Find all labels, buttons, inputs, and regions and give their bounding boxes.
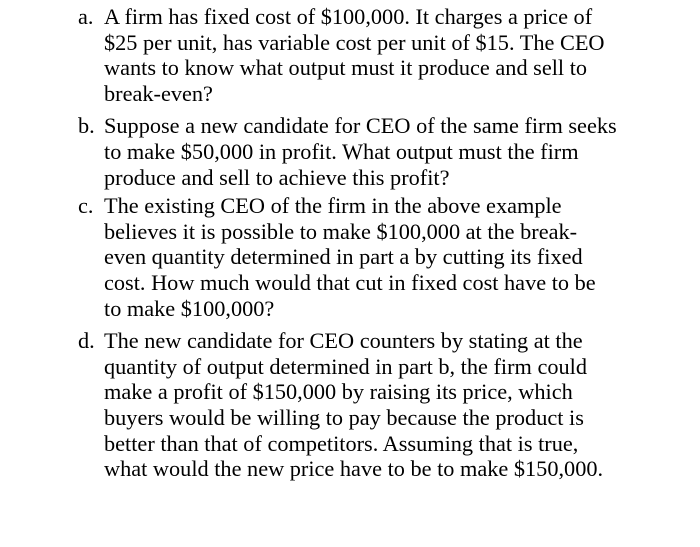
- question-line: buyers would be willing to pay because the product is: [104, 404, 584, 430]
- question-line: wants to know what output must it produce and sell to: [104, 55, 588, 81]
- question-marker: d.: [78, 328, 95, 354]
- question-list: [78, 4, 688, 489]
- question-line: produce and sell to achieve this profit?: [104, 164, 450, 190]
- question-line: make a profit of $150,000 by raising its price, which: [104, 379, 573, 405]
- question-line: quantity of output determined in part b, the firm could: [104, 353, 587, 379]
- question-line: The existing CEO of the firm in the above example: [104, 193, 562, 219]
- question-marker: a.: [78, 4, 94, 29]
- question-line: to make $100,000?: [104, 295, 275, 321]
- question-line: better than that of competitors. Assuming that is true,: [104, 430, 579, 456]
- question-line: Suppose a new candidate for CEO of the same firm seeks: [104, 113, 617, 139]
- question-line: $25 per unit, has variable cost per unit of $15. The CEO: [104, 29, 605, 55]
- question-marker: c.: [78, 193, 94, 219]
- question-c: [78, 193, 688, 321]
- question-text: [104, 328, 688, 482]
- question-line: to make $50,000 in profit. What output must the firm: [104, 138, 579, 164]
- question-text: [104, 4, 688, 106]
- question-d: [78, 328, 688, 482]
- question-line: what would the new price have to be to make $150,000.: [104, 456, 604, 482]
- question-line: cost. How much would that cut in fixed cost have to be: [104, 269, 596, 295]
- question-text: [104, 193, 688, 321]
- question-a: [78, 4, 688, 106]
- question-line: break-even?: [104, 80, 213, 106]
- question-line: A firm has fixed cost of $100,000. It charges a price of: [104, 4, 593, 29]
- question-line: The new candidate for CEO counters by stating at the: [104, 328, 583, 354]
- question-marker: b.: [78, 113, 95, 139]
- question-line: believes it is possible to make $100,000 at the break-: [104, 218, 578, 244]
- question-b: [78, 113, 688, 190]
- question-line: even quantity determined in part a by cutting its fixed: [104, 244, 583, 270]
- question-text: [104, 113, 688, 190]
